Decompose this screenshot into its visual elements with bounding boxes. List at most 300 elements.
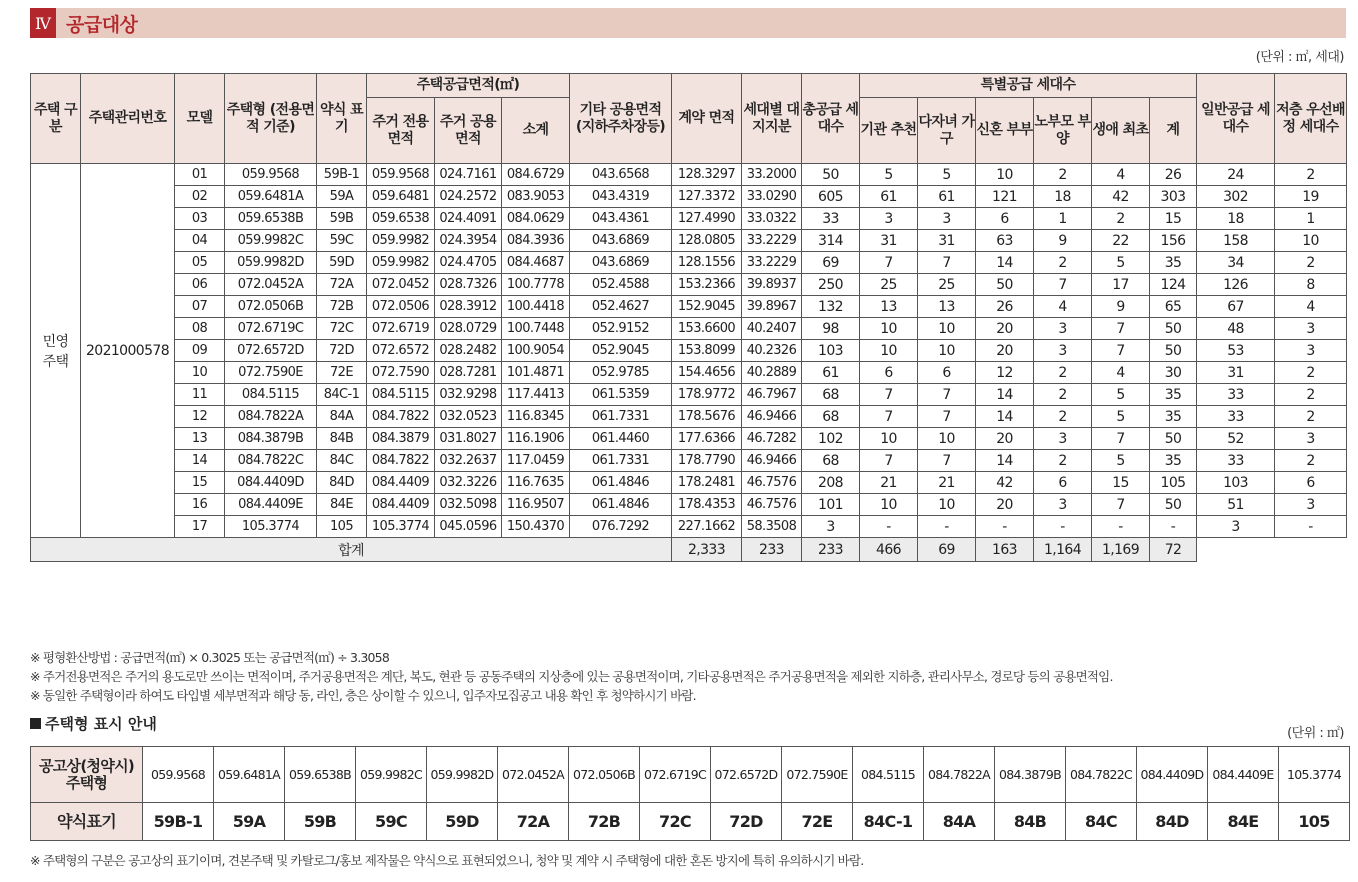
table-cell: 05 <box>175 252 225 274</box>
table-cell: 35 <box>1150 252 1197 274</box>
table-cell: 46.9466 <box>742 406 802 428</box>
table-cell: 032.2637 <box>435 450 502 472</box>
table-cell: 39.8937 <box>742 274 802 296</box>
type-guide-cell: 072.6572D <box>711 747 782 803</box>
table-cell: 052.4588 <box>570 274 672 296</box>
table-cell: 178.7790 <box>672 450 742 472</box>
table-cell: 33 <box>1197 384 1275 406</box>
header-total-supply: 총공급 세대수 <box>802 74 860 164</box>
table-cell: 072.6719C <box>225 318 317 340</box>
header-mgmt-no: 주택관리번호 <box>81 74 175 164</box>
table-cell: 177.6366 <box>672 428 742 450</box>
table-cell: 100.4418 <box>502 296 570 318</box>
table-cell: 50 <box>976 274 1034 296</box>
table-cell: 072.0506B <box>225 296 317 318</box>
table-cell: 043.6568 <box>570 164 672 186</box>
note-line: ※ 동일한 주택형이라 하여도 타입별 세부면적과 해당 동, 라인, 층은 상이할 수 있으니, 입주자모집공고 내용 확인 후 청약하시기 바람. <box>30 688 696 703</box>
table-cell: 7 <box>1092 494 1150 516</box>
table-cell: 7 <box>1034 274 1092 296</box>
table-cell: 12 <box>175 406 225 428</box>
type-guide-cell: 59B-1 <box>143 803 214 841</box>
table-cell: 024.2572 <box>435 186 502 208</box>
total-cell: 233 <box>802 538 860 562</box>
table-cell: 20 <box>976 494 1034 516</box>
table-cell: 5 <box>1092 450 1150 472</box>
header-special-col: 다자녀 가구 <box>918 98 976 164</box>
table-cell: 84B <box>317 428 367 450</box>
table-cell: 084.7822A <box>225 406 317 428</box>
table-cell: 105 <box>1150 472 1197 494</box>
table-cell: 8 <box>1275 274 1347 296</box>
table-cell: 2 <box>1034 362 1092 384</box>
table-cell: 7 <box>918 384 976 406</box>
table-cell: 4 <box>1034 296 1092 318</box>
table-cell: 15 <box>175 472 225 494</box>
table-cell: 153.2366 <box>672 274 742 296</box>
table-row <box>31 208 1347 230</box>
table-cell: 101 <box>802 494 860 516</box>
table-cell: 65 <box>1150 296 1197 318</box>
table-cell: 01 <box>175 164 225 186</box>
table-cell: 059.6538 <box>367 208 435 230</box>
header-special-col: 기관 추천 <box>860 98 918 164</box>
table-cell: 20 <box>976 340 1034 362</box>
table-cell: 7 <box>860 406 918 428</box>
type-guide-row <box>31 803 1350 841</box>
table-cell: 3 <box>860 208 918 230</box>
table-cell: 5 <box>860 164 918 186</box>
header-contract-area: 계약 면적 <box>672 74 742 164</box>
table-cell: 13 <box>918 296 976 318</box>
table-cell: 117.4413 <box>502 384 570 406</box>
type-guide-cell: 84D <box>1137 803 1208 841</box>
table-cell: 15 <box>1092 472 1150 494</box>
table-cell: 061.5359 <box>570 384 672 406</box>
table-cell: 072.7590E <box>225 362 317 384</box>
type-guide-cell: 084.7822A <box>924 747 995 803</box>
table-cell: 153.8099 <box>672 340 742 362</box>
table-cell: 33 <box>1197 450 1275 472</box>
table-cell: 10 <box>175 362 225 384</box>
table-cell: 084.3879 <box>367 428 435 450</box>
table-cell: 25 <box>860 274 918 296</box>
table-cell: 2 <box>1034 252 1092 274</box>
table-cell: 5 <box>1092 406 1150 428</box>
table-cell: 03 <box>175 208 225 230</box>
table-cell: 2 <box>1034 384 1092 406</box>
table-cell: 13 <box>860 296 918 318</box>
table-cell: 5 <box>1092 252 1150 274</box>
table-cell: 5 <box>918 164 976 186</box>
table-cell: 132 <box>802 296 860 318</box>
table-cell: 178.5676 <box>672 406 742 428</box>
type-guide-row-label: 약식표기 <box>31 803 143 841</box>
table-cell: 043.6869 <box>570 230 672 252</box>
table-cell: 26 <box>1150 164 1197 186</box>
table-cell: 33.0322 <box>742 208 802 230</box>
table-cell: 50 <box>1150 494 1197 516</box>
table-cell: 52 <box>1197 428 1275 450</box>
table-cell: 152.9045 <box>672 296 742 318</box>
table-cell: 20 <box>976 428 1034 450</box>
table-row <box>31 428 1347 450</box>
table-cell: 2 <box>1275 406 1347 428</box>
table-cell: 178.4353 <box>672 494 742 516</box>
table-cell: 17 <box>1092 274 1150 296</box>
table-cell: 61 <box>918 186 976 208</box>
table-cell: 63 <box>976 230 1034 252</box>
table-cell: 084.7822 <box>367 406 435 428</box>
table-cell: 2 <box>1034 406 1092 428</box>
type-guide-row <box>31 747 1350 803</box>
table-cell: 6 <box>1275 472 1347 494</box>
table-cell: - <box>1275 516 1347 538</box>
table-cell: 69 <box>802 252 860 274</box>
type-guide-cell: 084.7822C <box>1066 747 1137 803</box>
table-cell: 103 <box>802 340 860 362</box>
table-cell: 124 <box>1150 274 1197 296</box>
table-cell: 33 <box>1197 406 1275 428</box>
table-cell: 6 <box>918 362 976 384</box>
total-cell: 1,164 <box>1034 538 1092 562</box>
table-row <box>31 164 1347 186</box>
table-cell: 7 <box>860 450 918 472</box>
header-supply-area: 주택공급면적(㎡) <box>367 74 570 98</box>
type-guide-cell: 84C <box>1066 803 1137 841</box>
header-subtotal: 소계 <box>502 98 570 164</box>
type-guide-cell: 072.0452A <box>498 747 569 803</box>
type-guide-cell: 084.4409D <box>1137 747 1208 803</box>
table-cell: 2 <box>1034 450 1092 472</box>
header-special: 특별공급 세대수 <box>860 74 1197 98</box>
type-guide-title: 주택형 표시 안내 <box>30 713 157 734</box>
table-cell: 153.6600 <box>672 318 742 340</box>
total-cell: 233 <box>742 538 802 562</box>
table-cell: 13 <box>175 428 225 450</box>
table-cell: 116.7635 <box>502 472 570 494</box>
table-cell: 42 <box>976 472 1034 494</box>
table-cell: 67 <box>1197 296 1275 318</box>
table-cell: 10 <box>918 428 976 450</box>
table-cell: 9 <box>1034 230 1092 252</box>
table-cell: 46.7576 <box>742 472 802 494</box>
table-cell: 303 <box>1150 186 1197 208</box>
table-cell: 052.9152 <box>570 318 672 340</box>
table-cell: 18 <box>1034 186 1092 208</box>
table-cell: 14 <box>976 406 1034 428</box>
table-cell: 605 <box>802 186 860 208</box>
table-cell: 031.8027 <box>435 428 502 450</box>
table-cell: 084.3879B <box>225 428 317 450</box>
note-line: ※ 평형환산방법 : 공급면적(㎡) × 0.3025 또는 공급면적(㎡) ÷ 3.3058 <box>30 650 389 665</box>
table-cell: 3 <box>1034 428 1092 450</box>
table-cell: 061.4846 <box>570 494 672 516</box>
table-cell: 072.6719 <box>367 318 435 340</box>
table-row <box>31 296 1347 318</box>
table-cell: 40.2889 <box>742 362 802 384</box>
table-cell: 09 <box>175 340 225 362</box>
table-cell: 032.0523 <box>435 406 502 428</box>
table-cell: 15 <box>1150 208 1197 230</box>
table-cell: 58.3508 <box>742 516 802 538</box>
table-cell: 5 <box>1092 384 1150 406</box>
table-row <box>31 230 1347 252</box>
table-cell: 072.0452 <box>367 274 435 296</box>
table-cell: 72C <box>317 318 367 340</box>
table-cell: 3 <box>1034 494 1092 516</box>
table-row <box>31 362 1347 384</box>
table-cell: 50 <box>1150 318 1197 340</box>
table-cell: 10 <box>1275 230 1347 252</box>
table-cell: 061.4846 <box>570 472 672 494</box>
supply-table <box>30 73 1347 562</box>
type-guide-row-label: 공고상(청약시) 주택형 <box>31 747 143 803</box>
table-cell: 46.9466 <box>742 450 802 472</box>
table-cell: 156 <box>1150 230 1197 252</box>
table-cell: 100.7778 <box>502 274 570 296</box>
table-cell: 2 <box>1275 252 1347 274</box>
header-private-area: 주거 전용면적 <box>367 98 435 164</box>
table-cell: 178.9772 <box>672 384 742 406</box>
table-cell: 061.7331 <box>570 450 672 472</box>
table-cell: 51 <box>1197 494 1275 516</box>
table-cell: 61 <box>802 362 860 384</box>
header-special-col: 생애 최초 <box>1092 98 1150 164</box>
table-cell: 33.2000 <box>742 164 802 186</box>
table-cell: - <box>918 516 976 538</box>
table-row <box>31 384 1347 406</box>
table-cell: 10 <box>860 428 918 450</box>
table-row <box>31 274 1347 296</box>
table-row <box>31 252 1347 274</box>
table-cell: 084.5115 <box>225 384 317 406</box>
table-cell: 059.9982 <box>367 230 435 252</box>
table-cell: 02 <box>175 186 225 208</box>
table-cell: 26 <box>976 296 1034 318</box>
table-cell: 46.7576 <box>742 494 802 516</box>
table-cell: 072.0452A <box>225 274 317 296</box>
table-cell: 14 <box>175 450 225 472</box>
table-cell: 028.2482 <box>435 340 502 362</box>
table-cell: 084.4409E <box>225 494 317 516</box>
table-cell: 4 <box>1092 164 1150 186</box>
type-guide-cell: 59D <box>427 803 498 841</box>
table-cell: 20 <box>976 318 1034 340</box>
type-guide-cell: 84A <box>924 803 995 841</box>
table-cell: 024.3954 <box>435 230 502 252</box>
total-cell: 163 <box>976 538 1034 562</box>
table-cell: 10 <box>918 318 976 340</box>
table-cell: 7 <box>918 252 976 274</box>
table-cell: 53 <box>1197 340 1275 362</box>
table-cell: 128.0805 <box>672 230 742 252</box>
mgmt-no-cell: 2021000578 <box>81 164 175 538</box>
table-cell: 084.4409 <box>367 494 435 516</box>
table-cell: 084.0629 <box>502 208 570 230</box>
table-cell: 076.7292 <box>570 516 672 538</box>
type-guide-cell: 72C <box>640 803 711 841</box>
table-cell: 127.3372 <box>672 186 742 208</box>
type-guide-cell: 072.6719C <box>640 747 711 803</box>
table-cell: 68 <box>802 384 860 406</box>
table-cell: 31 <box>1197 362 1275 384</box>
table-cell: 052.9785 <box>570 362 672 384</box>
table-cell: 98 <box>802 318 860 340</box>
type-guide-cell: 105 <box>1279 803 1350 841</box>
table-cell: 21 <box>860 472 918 494</box>
table-cell: 10 <box>860 318 918 340</box>
table-cell: 084.7822 <box>367 450 435 472</box>
table-cell: 059.6538B <box>225 208 317 230</box>
table-cell: 84D <box>317 472 367 494</box>
table-cell: 126 <box>1197 274 1275 296</box>
table-cell: 178.2481 <box>672 472 742 494</box>
table-cell: 59D <box>317 252 367 274</box>
table-cell: 40.2326 <box>742 340 802 362</box>
table-cell: 14 <box>976 450 1034 472</box>
square-bullet-icon <box>30 718 41 729</box>
total-cell: 2,333 <box>672 538 742 562</box>
table-cell: 42 <box>1092 186 1150 208</box>
unit-label: (단위 : ㎡, 세대) <box>1255 50 1344 65</box>
table-row <box>31 472 1347 494</box>
table-cell: 061.4460 <box>570 428 672 450</box>
table-cell: 72D <box>317 340 367 362</box>
table-cell: 34 <box>1197 252 1275 274</box>
table-cell: 35 <box>1150 406 1197 428</box>
table-cell: 10 <box>860 340 918 362</box>
header-special-col: 노부모 부양 <box>1034 98 1092 164</box>
table-cell: 35 <box>1150 450 1197 472</box>
table-cell: 4 <box>1092 362 1150 384</box>
table-cell: 19 <box>1275 186 1347 208</box>
table-cell: 084.3936 <box>502 230 570 252</box>
table-cell: 101.4871 <box>502 362 570 384</box>
header-special-col: 계 <box>1150 98 1197 164</box>
table-cell: 10 <box>918 494 976 516</box>
table-cell: 116.9507 <box>502 494 570 516</box>
table-cell: 46.7282 <box>742 428 802 450</box>
table-cell: 043.4361 <box>570 208 672 230</box>
table-cell: 48 <box>1197 318 1275 340</box>
table-cell: 1 <box>1275 208 1347 230</box>
table-cell: 059.9982D <box>225 252 317 274</box>
table-cell: 3 <box>1275 494 1347 516</box>
table-cell: 043.6869 <box>570 252 672 274</box>
type-guide-cell: 084.3879B <box>995 747 1066 803</box>
header-other-common: 기타 공용면적 (지하주차장등) <box>570 74 672 164</box>
table-cell: 121 <box>976 186 1034 208</box>
type-guide-cell: 72E <box>782 803 853 841</box>
table-cell: 40.2407 <box>742 318 802 340</box>
table-cell: 052.9045 <box>570 340 672 362</box>
table-cell: 032.3226 <box>435 472 502 494</box>
section-title: 공급대상 <box>66 13 138 36</box>
table-cell: 2 <box>1034 164 1092 186</box>
table-cell: 117.0459 <box>502 450 570 472</box>
notes <box>30 648 1113 705</box>
table-cell: 2 <box>1275 450 1347 472</box>
table-cell: 31 <box>918 230 976 252</box>
table-row <box>31 318 1347 340</box>
table-cell: 84E <box>317 494 367 516</box>
table-cell: 7 <box>918 450 976 472</box>
table-cell: 18 <box>1197 208 1275 230</box>
table-cell: 032.5098 <box>435 494 502 516</box>
type-guide-cell: 59B <box>285 803 356 841</box>
total-cell: 69 <box>918 538 976 562</box>
table-cell: 150.4370 <box>502 516 570 538</box>
table-cell: 3 <box>1275 340 1347 362</box>
table-cell: 17 <box>175 516 225 538</box>
table-cell: 032.9298 <box>435 384 502 406</box>
table-cell: 39.8967 <box>742 296 802 318</box>
table-cell: 59B <box>317 208 367 230</box>
table-cell: 302 <box>1197 186 1275 208</box>
table-cell: 10 <box>976 164 1034 186</box>
table-cell: 68 <box>802 450 860 472</box>
table-cell: 024.7161 <box>435 164 502 186</box>
table-cell: 72B <box>317 296 367 318</box>
table-cell: 128.3297 <box>672 164 742 186</box>
table-cell: 10 <box>860 494 918 516</box>
table-cell: 059.9568 <box>225 164 317 186</box>
table-cell: 1 <box>1034 208 1092 230</box>
table-cell: 103 <box>1197 472 1275 494</box>
total-label: 합계 <box>31 538 672 562</box>
table-cell: 208 <box>802 472 860 494</box>
type-guide-cell: 084.5115 <box>853 747 924 803</box>
table-cell: 50 <box>1150 428 1197 450</box>
header-house-type: 주택형 (전용면적 기준) <box>225 74 317 164</box>
table-cell: 105 <box>317 516 367 538</box>
total-cell: 1,169 <box>1092 538 1150 562</box>
table-cell: 116.1906 <box>502 428 570 450</box>
table-cell: 028.3912 <box>435 296 502 318</box>
table-cell: 30 <box>1150 362 1197 384</box>
type-guide-cell: 059.6538B <box>285 747 356 803</box>
type-guide-cell: 72A <box>498 803 569 841</box>
type-guide-cell: 72B <box>569 803 640 841</box>
table-cell: 14 <box>976 252 1034 274</box>
table-cell: 7 <box>1092 318 1150 340</box>
total-cell: 72 <box>1150 538 1197 562</box>
table-cell: 2 <box>1275 164 1347 186</box>
table-cell: 084.4687 <box>502 252 570 274</box>
table-row <box>31 450 1347 472</box>
table-cell: 33.0290 <box>742 186 802 208</box>
table-cell: 059.9568 <box>367 164 435 186</box>
table-row <box>31 494 1347 516</box>
table-cell: 14 <box>976 384 1034 406</box>
table-cell: 2 <box>1275 362 1347 384</box>
header-special-col: 신혼 부부 <box>976 98 1034 164</box>
table-cell: 61 <box>860 186 918 208</box>
table-cell: 84C <box>317 450 367 472</box>
header-abbr: 약식 표기 <box>317 74 367 164</box>
section-number: Ⅳ <box>30 8 56 38</box>
table-cell: 072.0506 <box>367 296 435 318</box>
type-guide-cell: 105.3774 <box>1279 747 1350 803</box>
table-cell: 7 <box>860 384 918 406</box>
table-cell: 84A <box>317 406 367 428</box>
note-line: ※ 주거전용면적은 주거의 용도로만 쓰이는 면적이며, 주거공용면적은 계단, 복도, 현관 등 공동주택의 지상층에 있는 공용면적이며, 기타공용면적은 주거공용면적을 제외한 지하층, 관리사무소, 경로당 등의 공용면적임. <box>30 669 1113 684</box>
table-row <box>31 340 1347 362</box>
table-cell: 250 <box>802 274 860 296</box>
table-cell: 028.7281 <box>435 362 502 384</box>
table-cell: 043.4319 <box>570 186 672 208</box>
table-cell: 59A <box>317 186 367 208</box>
